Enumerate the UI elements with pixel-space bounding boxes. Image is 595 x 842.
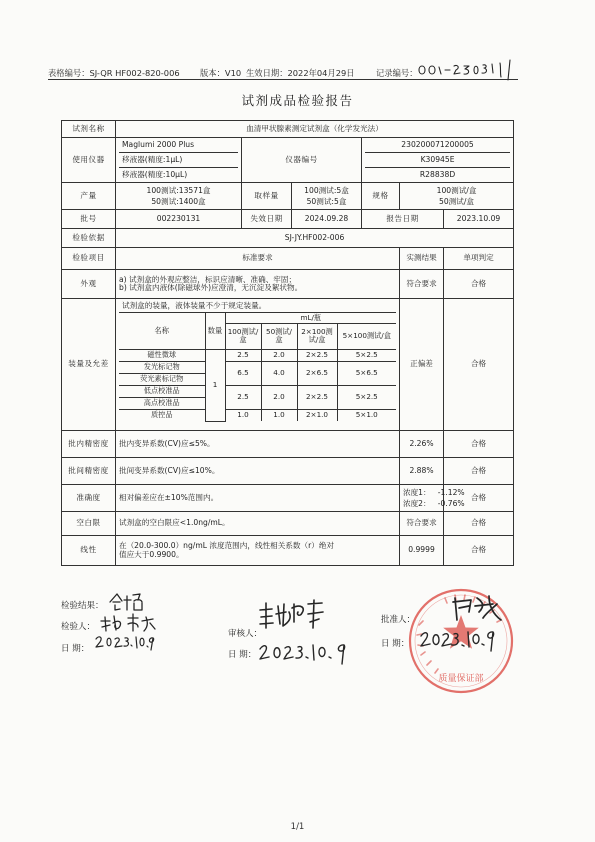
fill-row-name: 发光标记物 [119,361,205,373]
production-values [116,183,242,210]
sample-50: 50测试:5盒 [306,197,347,206]
intra-precision-row [62,431,514,458]
fill-col-2x100: 2×100测试/盒 [297,323,337,349]
fill-row [119,349,396,361]
inter-precision-result: 2.88% [400,458,444,485]
header-rule [48,79,518,80]
fill-col-name: 名称 [119,313,205,349]
record-number-label: 记录编号： [376,68,418,78]
fill-value: 2.5 [225,349,261,361]
reviewer-date-handwriting [256,636,356,666]
form-number: 表格编号：SJ-QR HF002-820-006 [48,68,180,78]
fill-value: 2.0 [261,349,297,361]
header-result: 实测结果 [400,248,444,270]
reviewer-signature [256,598,328,632]
accuracy-r1-label: 浓度1： [403,488,431,497]
accuracy-label: 准确度 [62,485,116,512]
product-name-label: 试剂名称 [62,121,116,138]
appearance-req-a: a) 试剂盒的外观应整洁，标识应清晰、准确、牢固； [119,274,297,284]
page-number: 1/1 [290,822,305,832]
appearance-result: 符合要求 [400,270,444,299]
appearance-row [62,270,514,299]
fill-row [119,409,396,421]
product-name: 血清甲状腺素测定试剂盒（化学发光法） [116,121,514,138]
report-date-label: 报告日期 [362,210,444,229]
appearance-req-b: b) 试剂盒内液体(除磁球外)应澄清，无沉淀及絮状物。 [119,283,303,292]
items-header-row [62,248,514,270]
spec-50: 50测试/盒 [439,197,475,206]
inter-precision-label: 批间精密度 [62,458,116,485]
fill-row-name: 低点校准品 [119,385,205,397]
header-item: 检验项目 [62,248,116,270]
inter-precision-row [62,458,514,485]
fill-row-name: 磁性微球 [119,349,205,361]
inspector-date-handwriting [93,630,157,652]
spec-100: 100测试/盒 [436,186,477,195]
instrument-row [62,138,514,183]
basis-row [62,229,514,248]
linearity-req-line-1: 在（20.0-300.0）ng/mL 浓度范围内，线性相关系数（r）绝对 [119,541,335,551]
instrument-no-list [362,138,514,183]
effective-date: 生效日期：2022年04月29日 [246,68,355,78]
production-50: 50测试:1400盒 [151,197,206,206]
report-title: 试剂成品检验报告 [241,93,354,108]
accuracy-r2-label: 浓度2： [403,499,431,508]
linearity-requirement [116,536,400,566]
fill-value: 2×2.5 [297,385,337,409]
instrument-pipette-1ul: 移液器(精度:1μL) [119,152,238,167]
instrument-no-label: 仪器编号 [242,138,362,183]
linearity-req-line-2: 值应大于0.9900。 [119,549,184,559]
fill-volume-requirement [116,299,400,431]
linearity-row [62,536,514,566]
accuracy-results [400,485,465,512]
batch-number: 002230131 [116,210,242,229]
fill-volume-intro: 试剂盒的装量，液体装量不少于规定装量。 [119,299,396,313]
intra-precision-requirement: 批内变异系数(CV)应≤5%。 [116,431,400,458]
blank-limit-result: 符合要求 [400,512,444,536]
fill-value: 5×2.5 [337,349,396,361]
spec-values [400,183,514,210]
intra-precision-label: 批内精密度 [62,431,116,458]
fill-volume-result: 正偏差 [400,299,444,431]
linearity-verdict: 合格 [444,536,514,566]
production-100: 100测试:13571盒 [146,186,211,195]
appearance-requirement [116,270,400,299]
fill-value: 5×1.0 [337,409,396,421]
appearance-label: 外观 [62,270,116,299]
inspector-date-label: 日 期： [61,644,90,654]
linearity-label: 线性 [62,536,116,566]
reviewer-label: 审核人： [228,629,263,639]
version: 版本：V10 [200,68,242,78]
intra-precision-result: 2.26% [400,431,444,458]
instrument-no-pipette-1: K30945E [365,152,510,167]
fill-value: 6.5 [225,361,261,385]
blank-limit-row [62,512,514,536]
product-name-row [62,121,514,138]
instrument-label: 使用仪器 [62,138,116,183]
fill-value: 2×6.5 [297,361,337,385]
instrument-pipette-10ul: 移液器(精度:10μL) [119,167,238,182]
quantity-row [62,183,514,210]
report-date: 2023.10.09 [444,210,514,229]
fill-value: 5×2.5 [337,385,396,409]
accuracy-row [62,485,514,512]
approver-label: 批准人： [381,615,416,625]
fill-value: 4.0 [261,361,297,385]
spec-label: 规格 [362,183,400,210]
header-verdict: 单项判定 [444,248,514,270]
sample-label: 取样量 [242,183,292,210]
fill-count: 1 [205,349,225,421]
blank-limit-label: 空白限 [62,512,116,536]
expiry-date: 2024.09.28 [292,210,362,229]
sample-100: 100测试:5盒 [304,186,349,195]
fill-unit: mL/瓶 [225,313,396,323]
approver-signature [449,592,505,624]
fill-value: 2.5 [225,385,261,409]
accuracy-verdict: 合格 [444,485,514,512]
batch-label: 批号 [62,210,116,229]
conclusion-label: 检验结果： [61,601,104,611]
basis-label: 检验依据 [62,229,116,248]
fill-volume-table [119,313,396,422]
appearance-verdict: 合格 [444,270,514,299]
fill-col-50: 50测试/盒 [261,323,297,349]
instrument-analyzer: Maglumi 2000 Plus [122,140,195,149]
accuracy-requirement: 相对偏差应在±10%范围内。 [116,485,400,512]
fill-volume-verdict: 合格 [444,299,514,431]
sample-values [292,183,362,210]
fill-value: 5×6.5 [337,361,396,385]
linearity-result: 0.9999 [400,536,444,566]
intra-precision-verdict: 合格 [444,431,514,458]
fill-value: 1.0 [261,409,297,421]
fill-col-count: 数量 [205,313,225,349]
fill-col-5x100: 5×100测试/盒 [337,323,396,349]
fill-row [119,385,396,397]
fill-value: 2×1.0 [297,409,337,421]
expiry-label: 失效日期 [242,210,292,229]
inter-precision-verdict: 合格 [444,458,514,485]
fill-value: 2×2.5 [297,349,337,361]
inter-precision-requirement: 批间变异系数(CV)应≤10%。 [116,458,400,485]
conclusion-handwriting [107,590,147,612]
fill-volume-label: 装量及允差 [62,299,116,431]
fill-row-name: 质控品 [119,409,205,421]
fill-volume-unit-row [119,313,396,323]
fill-row-name: 高点校准品 [119,397,205,409]
blank-limit-verdict: 合格 [444,512,514,536]
fill-value: 2.0 [261,385,297,409]
instrument-no-pipette-2: R28838D [365,167,510,182]
accuracy-r1: -1.12% [437,488,465,497]
instrument-no-analyzer: 230200071200005 [401,140,474,149]
accuracy-r2: -0.76% [437,499,465,508]
fill-value: 1.0 [225,409,261,421]
approver-date-label: 日 期： [381,639,410,649]
blank-limit-requirement: 试剂盒的空白限应<1.0ng/mL。 [116,512,400,536]
fill-row-name: 荧光素标记物 [119,373,205,385]
basis-value: SJ-JY.HF002-006 [116,229,514,248]
header-requirement: 标准要求 [116,248,400,270]
seal-text: 质量保证部 [438,674,484,684]
batch-row [62,210,514,229]
approver-date-handwriting [418,624,498,654]
inspector-label: 检验人： [61,622,96,632]
fill-col-100: 100测试/盒 [225,323,261,349]
record-number-handwriting [416,54,526,80]
instrument-list [116,138,242,183]
fill-volume-row [62,299,514,431]
production-label: 产量 [62,183,116,210]
fill-row [119,361,396,373]
report-table [61,120,514,566]
reviewer-date-label: 日 期： [228,650,257,660]
